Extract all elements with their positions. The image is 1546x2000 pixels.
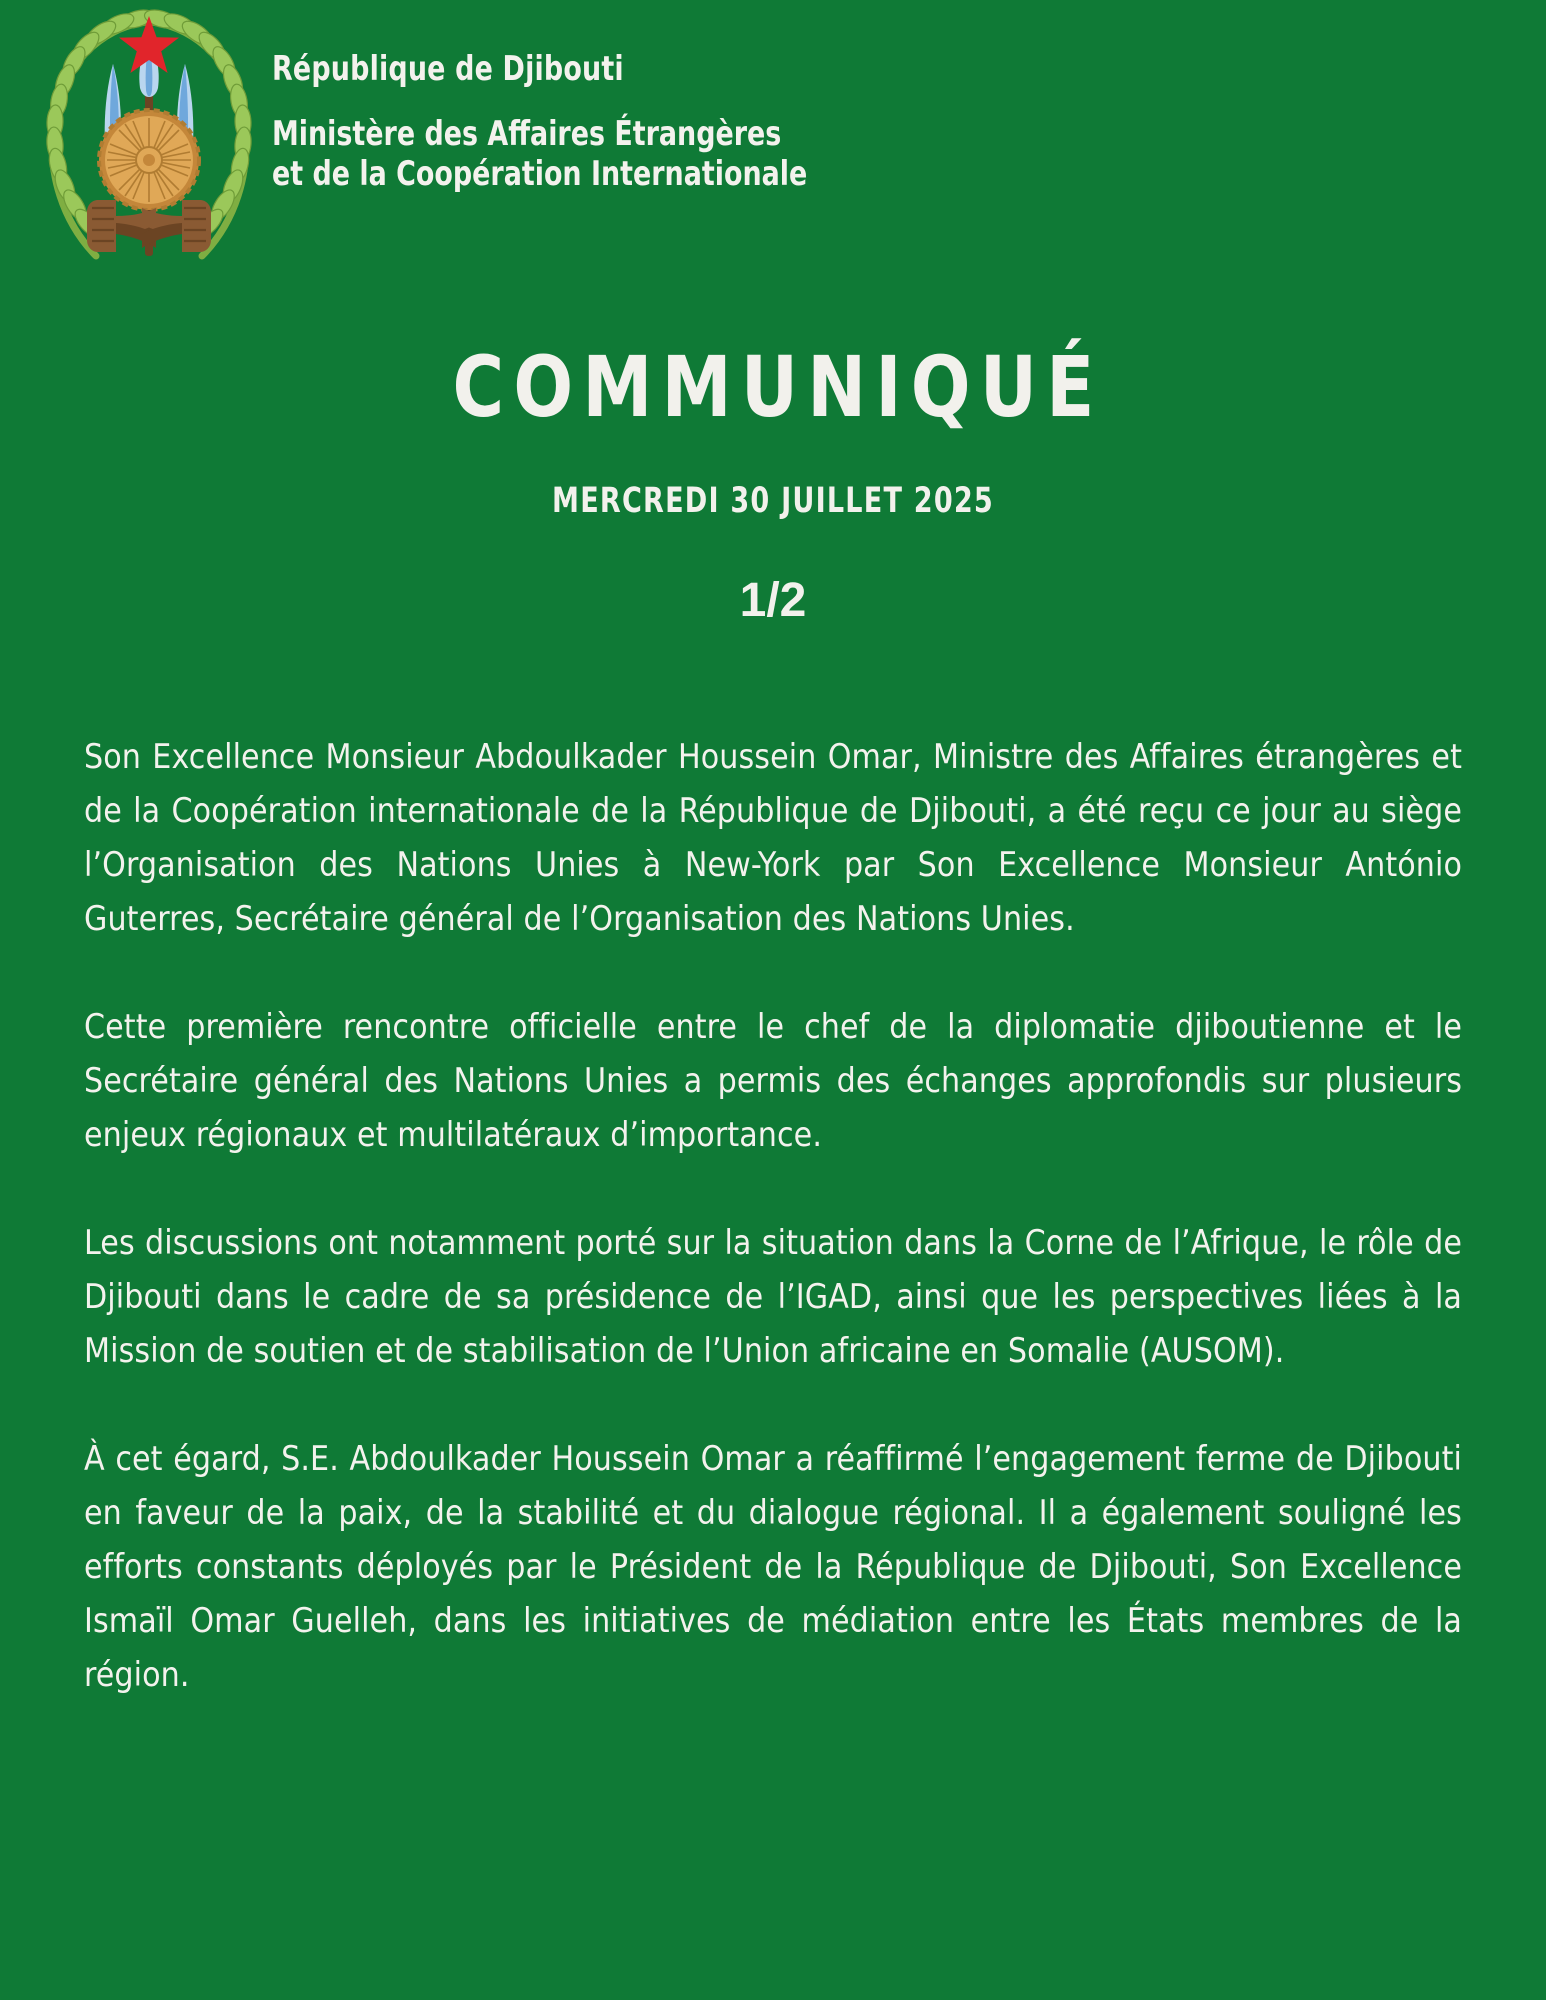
page-indicator: 1/2 [739, 574, 807, 627]
body-paragraph: Son Excellence Monsieur Abdoulkader Houssein Omar, Ministre des Affaires étrangères et de la Coopération internationale de la République de Djibouti, a été reçu ce jour au siège l’Organisation des Nations Unies à New-York par Son Excellence Monsieur António Guterres, Secrétaire général de l’Organisation des Nations Unies. [84, 737, 1462, 938]
shield-icon [99, 110, 199, 210]
ministry-name [272, 114, 880, 194]
masthead [0, 0, 1546, 300]
page-title: COMMUNIQUÉ [452, 338, 1104, 436]
publication-date: MERCREDI 30 JUILLET 2025 [552, 481, 994, 521]
communique-body [84, 730, 1462, 1702]
ministry-name-line2: et de la Coopération Internationale [272, 154, 808, 195]
body-paragraph: Cette première rencontre officielle entre le chef de la diplomatie djiboutienne et le Secrétaire général des Nations Unies a permis des échanges approfondis sur plusieurs enjeux régionaux et multilatéraux d’importance. [84, 1007, 1462, 1154]
title-block [0, 338, 1546, 628]
country-name: République de Djibouti [272, 49, 624, 89]
masthead-text [272, 49, 880, 195]
body-paragraph: À cet égard, S.E. Abdoulkader Houssein Omar a réaffirmé l’engagement ferme de Djibouti en faveur de la paix, de la stabilité et du dialogue régional. Il a également souligné les efforts constants déployés par le Président de la République de Djibouti, Son Excellence Ismaïl Omar Guelleh, dans les initiatives de médiation entre les États membres de la région. [84, 1439, 1462, 1694]
djibouti-coat-of-arms-emblem-icon [34, 8, 264, 273]
body-paragraph: Les discussions ont notamment porté sur la situation dans la Corne de l’Afrique, le rôle de Djibouti dans le cadre de sa présidence de l’IGAD, ainsi que les perspectives liées à la Mission de soutien et de stabilisation de l’Union africaine en Somalie (AUSOM). [84, 1223, 1462, 1370]
ministry-name-line1: Ministère des Affaires Étrangères [272, 114, 782, 154]
